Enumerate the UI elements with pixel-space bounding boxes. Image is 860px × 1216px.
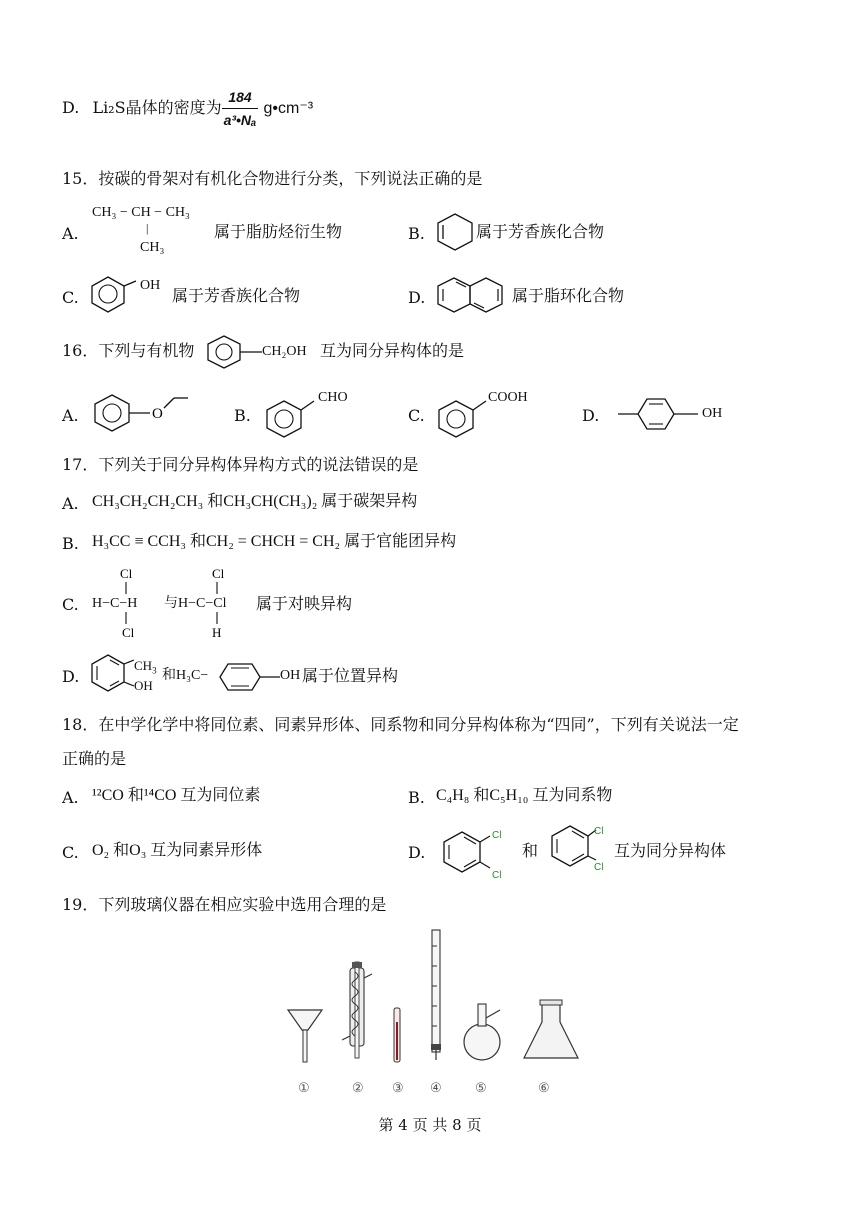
svg-text:Cl: Cl (212, 566, 225, 581)
cyclohexene-structure (434, 212, 476, 252)
unit: g•cm⁻³ (263, 100, 314, 117)
q18-c-label: C. (62, 843, 79, 862)
q17-d-oh: OH (280, 668, 301, 683)
q15-c-label: C. (62, 288, 79, 307)
fraction-numerator: 184 (222, 86, 259, 109)
glassware-label-5: ⑤ (475, 1080, 487, 1095)
q18-d-text: 互为同分异构体 (614, 841, 727, 860)
glassware-label-2: ② (352, 1080, 364, 1095)
q16-stem-group: CH₂OH (262, 344, 307, 359)
svg-text:H: H (212, 625, 222, 640)
q18-d-and: 和 (522, 841, 539, 860)
cresol-structure (616, 394, 702, 434)
ethoxybenzene-structure (90, 392, 190, 434)
glassware-label-4: ④ (430, 1080, 442, 1095)
q15-a-struct-bond: | (146, 221, 149, 235)
glassware-label-6: ⑥ (538, 1080, 550, 1095)
q18-b-text: C₄H₈ 和C₅H₁₀ 互为同系物 (436, 787, 613, 804)
fraction-denominator: a³•Nₐ (223, 112, 257, 128)
benzyl-alcohol-structure (204, 334, 262, 370)
glassware-label-3: ③ (392, 1080, 404, 1095)
q18-a-label: A. (62, 788, 79, 807)
q18-d-label: D. (408, 843, 426, 862)
thermometer-icon (394, 1008, 400, 1062)
density-fraction (222, 86, 259, 131)
q15-c-oh: OH (140, 278, 161, 293)
distilling-flask-icon (464, 1004, 500, 1060)
q17-d-label: D. (62, 667, 80, 686)
q15-stem: 15．按碳的骨架对有机化合物进行分类，下列说法正确的是 (62, 169, 483, 188)
formula: Li₂S (92, 98, 126, 117)
option-text: 晶体的密度为 (125, 98, 222, 117)
q16-stem-a: 16．下列与有机物 (62, 341, 195, 360)
q17-a-label: A. (62, 494, 79, 513)
burette-icon (431, 930, 441, 1060)
q17-d-ch3: $CH_3$ (134, 658, 157, 676)
q17-c-label: C. (62, 595, 79, 614)
svg-text:Cl: Cl (122, 625, 135, 640)
q16-d-label: D. (582, 406, 600, 425)
q16-b-group: CHO (318, 390, 348, 405)
q15-a-struct-top: CH₃ − CH − CH₃ (92, 205, 190, 220)
q17-b-text: H₃CC ≡ CCH₃ 和CH₂ = CHCH = CH₂ 属于官能团异构 (92, 533, 457, 550)
q16-stem-b: 互为同分异构体的是 (320, 341, 465, 360)
phenol-structure (88, 274, 136, 314)
q17-d-text: 属于位置异构 (302, 666, 399, 685)
q17-a-text: CH₃CH₂CH₂CH₃ 和CH₃CH(CH₃)₂ 属于碳架异构 (92, 493, 418, 510)
q14-option-d (62, 86, 313, 131)
funnel-icon (288, 1010, 322, 1062)
q17-c-text: 属于对映异构 (256, 594, 353, 613)
q17-c-left: H−C−H (92, 596, 138, 611)
q17-c-mid: 与H−C−Cl (164, 596, 227, 611)
q18-d-cl4: Cl (594, 862, 604, 873)
q17-b-label: B. (62, 534, 79, 553)
conical-flask-icon (524, 1000, 578, 1058)
q16-b-label: B. (234, 406, 251, 425)
q16-a-label: A. (62, 406, 79, 425)
condenser-icon (342, 962, 372, 1058)
svg-text:Cl: Cl (120, 566, 133, 581)
q15-c-text: 属于芳香族化合物 (172, 286, 301, 305)
p-cresol-structure (210, 660, 282, 694)
q19-stem: 19．下列玻璃仪器在相应实验中选用合理的是 (62, 895, 387, 914)
o-cresol-structure (88, 652, 138, 694)
glassware-label-1: ① (298, 1080, 310, 1095)
page-footer: 第 4 页 共 8 页 (378, 1116, 482, 1134)
q17-stem: 17．下列关于同分异构体异构方式的说法错误的是 (62, 455, 419, 474)
q18-d-cl3: Cl (594, 826, 604, 837)
naphthalene-structure (436, 276, 510, 314)
q17-d-oh1: OH (134, 678, 153, 693)
q18-stem-2: 正确的是 (62, 749, 127, 768)
q15-d-text: 属于脂环化合物 (512, 286, 625, 305)
glassware-figure (284, 926, 584, 1064)
benzoic-acid-structure (434, 398, 490, 438)
benzaldehyde-structure (262, 398, 318, 438)
q18-c-text: O₂ 和O₃ 互为同素异形体 (92, 842, 263, 859)
q18-d-cl2: Cl (492, 870, 502, 881)
q15-b-text: 属于芳香族化合物 (476, 222, 605, 241)
option-label: D. (62, 98, 80, 117)
q15-d-label: D. (408, 288, 426, 307)
q15-a-struct-bottom: CH₃ (140, 240, 165, 255)
q18-a-text: ¹²CO 和¹⁴CO 互为同位素 (92, 787, 261, 804)
q18-d-cl1: Cl (492, 830, 502, 841)
q18-stem-1: 18．在中学化学中将同位素、同素异形体、同系物和同分异构体称为“四同”，下列有关说法一定 (62, 715, 739, 734)
q15-a-text: 属于脂肪烃衍生物 (214, 222, 343, 241)
q16-c-label: C. (408, 406, 425, 425)
q15-b-label: B. (408, 224, 425, 243)
q15-a-label: A. (62, 224, 79, 243)
q16-d-group: OH (702, 406, 723, 421)
q18-b-label: B. (408, 788, 425, 807)
q17-d-and: 和H₃C− (162, 668, 209, 683)
q16-c-group: COOH (488, 390, 528, 405)
svg-text:O: O (152, 406, 163, 422)
